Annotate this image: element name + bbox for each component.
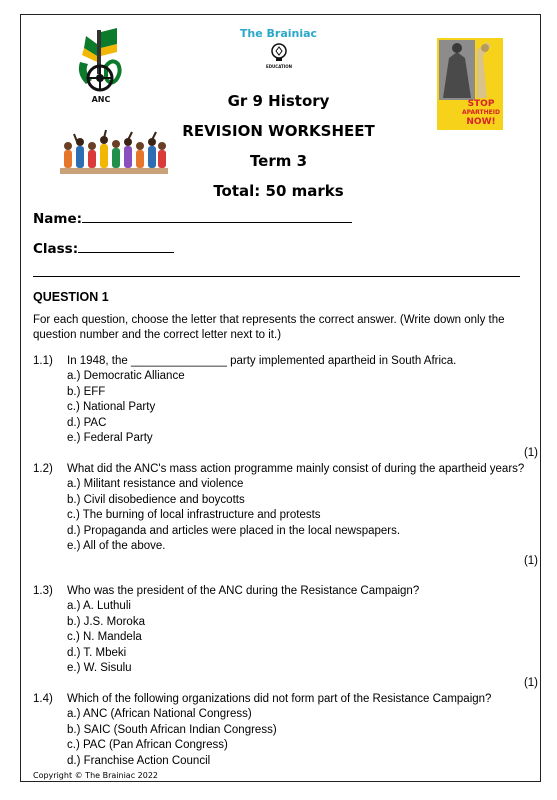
class-blank-line[interactable] — [78, 240, 174, 253]
divider — [33, 276, 520, 277]
answer-option: b.) EFF — [67, 385, 106, 398]
name-field[interactable] — [33, 210, 352, 227]
answer-option: c.) PAC (Pan African Congress) — [67, 739, 228, 752]
question-item — [33, 354, 538, 462]
poster-text-line-2: APARTHEID — [462, 109, 500, 116]
answer-option: b.) SAIC (South African Indian Congress) — [67, 723, 277, 736]
question-instruction: For each question, choose the letter that represents the correct answer. (Write down only the question number and the correct letter next to it.) — [33, 314, 505, 341]
answer-option: d.) Propaganda and articles were placed in the local newspapers. — [67, 524, 401, 537]
question-stem: In 1948, the _______________ party implemented apartheid in South Africa. — [67, 355, 457, 367]
answer-option: c.) National Party — [67, 401, 156, 414]
question-number: 1.3) — [33, 585, 53, 597]
answer-option: d.) PAC — [67, 416, 107, 429]
question-heading: QUESTION 1 — [33, 290, 109, 304]
question-number: 1.2) — [33, 463, 53, 475]
poster-text-line-1: STOP — [467, 99, 495, 109]
grade-title: Gr 9 History — [227, 92, 330, 110]
total-marks: Total: 50 marks — [213, 182, 344, 200]
anc-label: ANC — [91, 95, 111, 104]
poster-text-line-3: NOW! — [466, 117, 496, 127]
question-item — [33, 584, 538, 692]
question-item — [33, 692, 538, 769]
stop-apartheid-poster-icon — [437, 38, 503, 130]
answer-option: b.) J.S. Moroka — [67, 615, 145, 628]
class-label: Class: — [33, 241, 79, 257]
question-stem: Which of the following organizations did not form part of the Resistance Campaign? — [67, 693, 492, 705]
answer-option: e.) All of the above. — [67, 540, 166, 553]
answer-option: e.) W. Sisulu — [67, 662, 132, 675]
answer-option: b.) Civil disobedience and boycotts — [67, 493, 245, 506]
answer-option: c.) N. Mandela — [67, 631, 142, 644]
worksheet-title: REVISION WORKSHEET — [182, 122, 375, 140]
answer-option: a.) A. Luthuli — [67, 600, 131, 613]
answer-option: e.) Federal Party — [67, 432, 153, 445]
logo-text: EDUCATION — [266, 64, 292, 69]
answer-option: a.) ANC (African National Congress) — [67, 708, 252, 721]
question-stem: What did the ANC's mass action programme mainly consist of during the apartheid years? — [67, 463, 525, 475]
question-stem: Who was the president of the ANC during the Resistance Campaign? — [67, 585, 420, 597]
name-blank-line[interactable] — [82, 210, 352, 223]
term-title: Term 3 — [249, 152, 308, 170]
name-label: Name: — [33, 211, 83, 227]
question-number: 1.4) — [33, 693, 53, 705]
answer-option: a.) Militant resistance and violence — [67, 478, 244, 491]
lightbulb-logo-icon — [266, 42, 292, 70]
question-item — [33, 462, 538, 570]
mark-allocation: (1) — [523, 555, 538, 568]
answer-option: a.) Democratic Alliance — [67, 370, 185, 383]
copyright-footer: Copyright © The Brainiac 2022 — [33, 771, 158, 780]
answer-option: d.) T. Mbeki — [67, 646, 127, 659]
question-number: 1.1) — [33, 355, 53, 367]
answer-option: d.) Franchise Action Council — [67, 754, 211, 767]
class-field[interactable] — [33, 240, 174, 257]
mark-allocation: (1) — [523, 677, 538, 690]
answer-option: c.) The burning of local infrastructure and protests — [67, 509, 321, 522]
brand-name: The Brainiac — [239, 27, 318, 40]
mark-allocation: (1) — [523, 447, 538, 460]
